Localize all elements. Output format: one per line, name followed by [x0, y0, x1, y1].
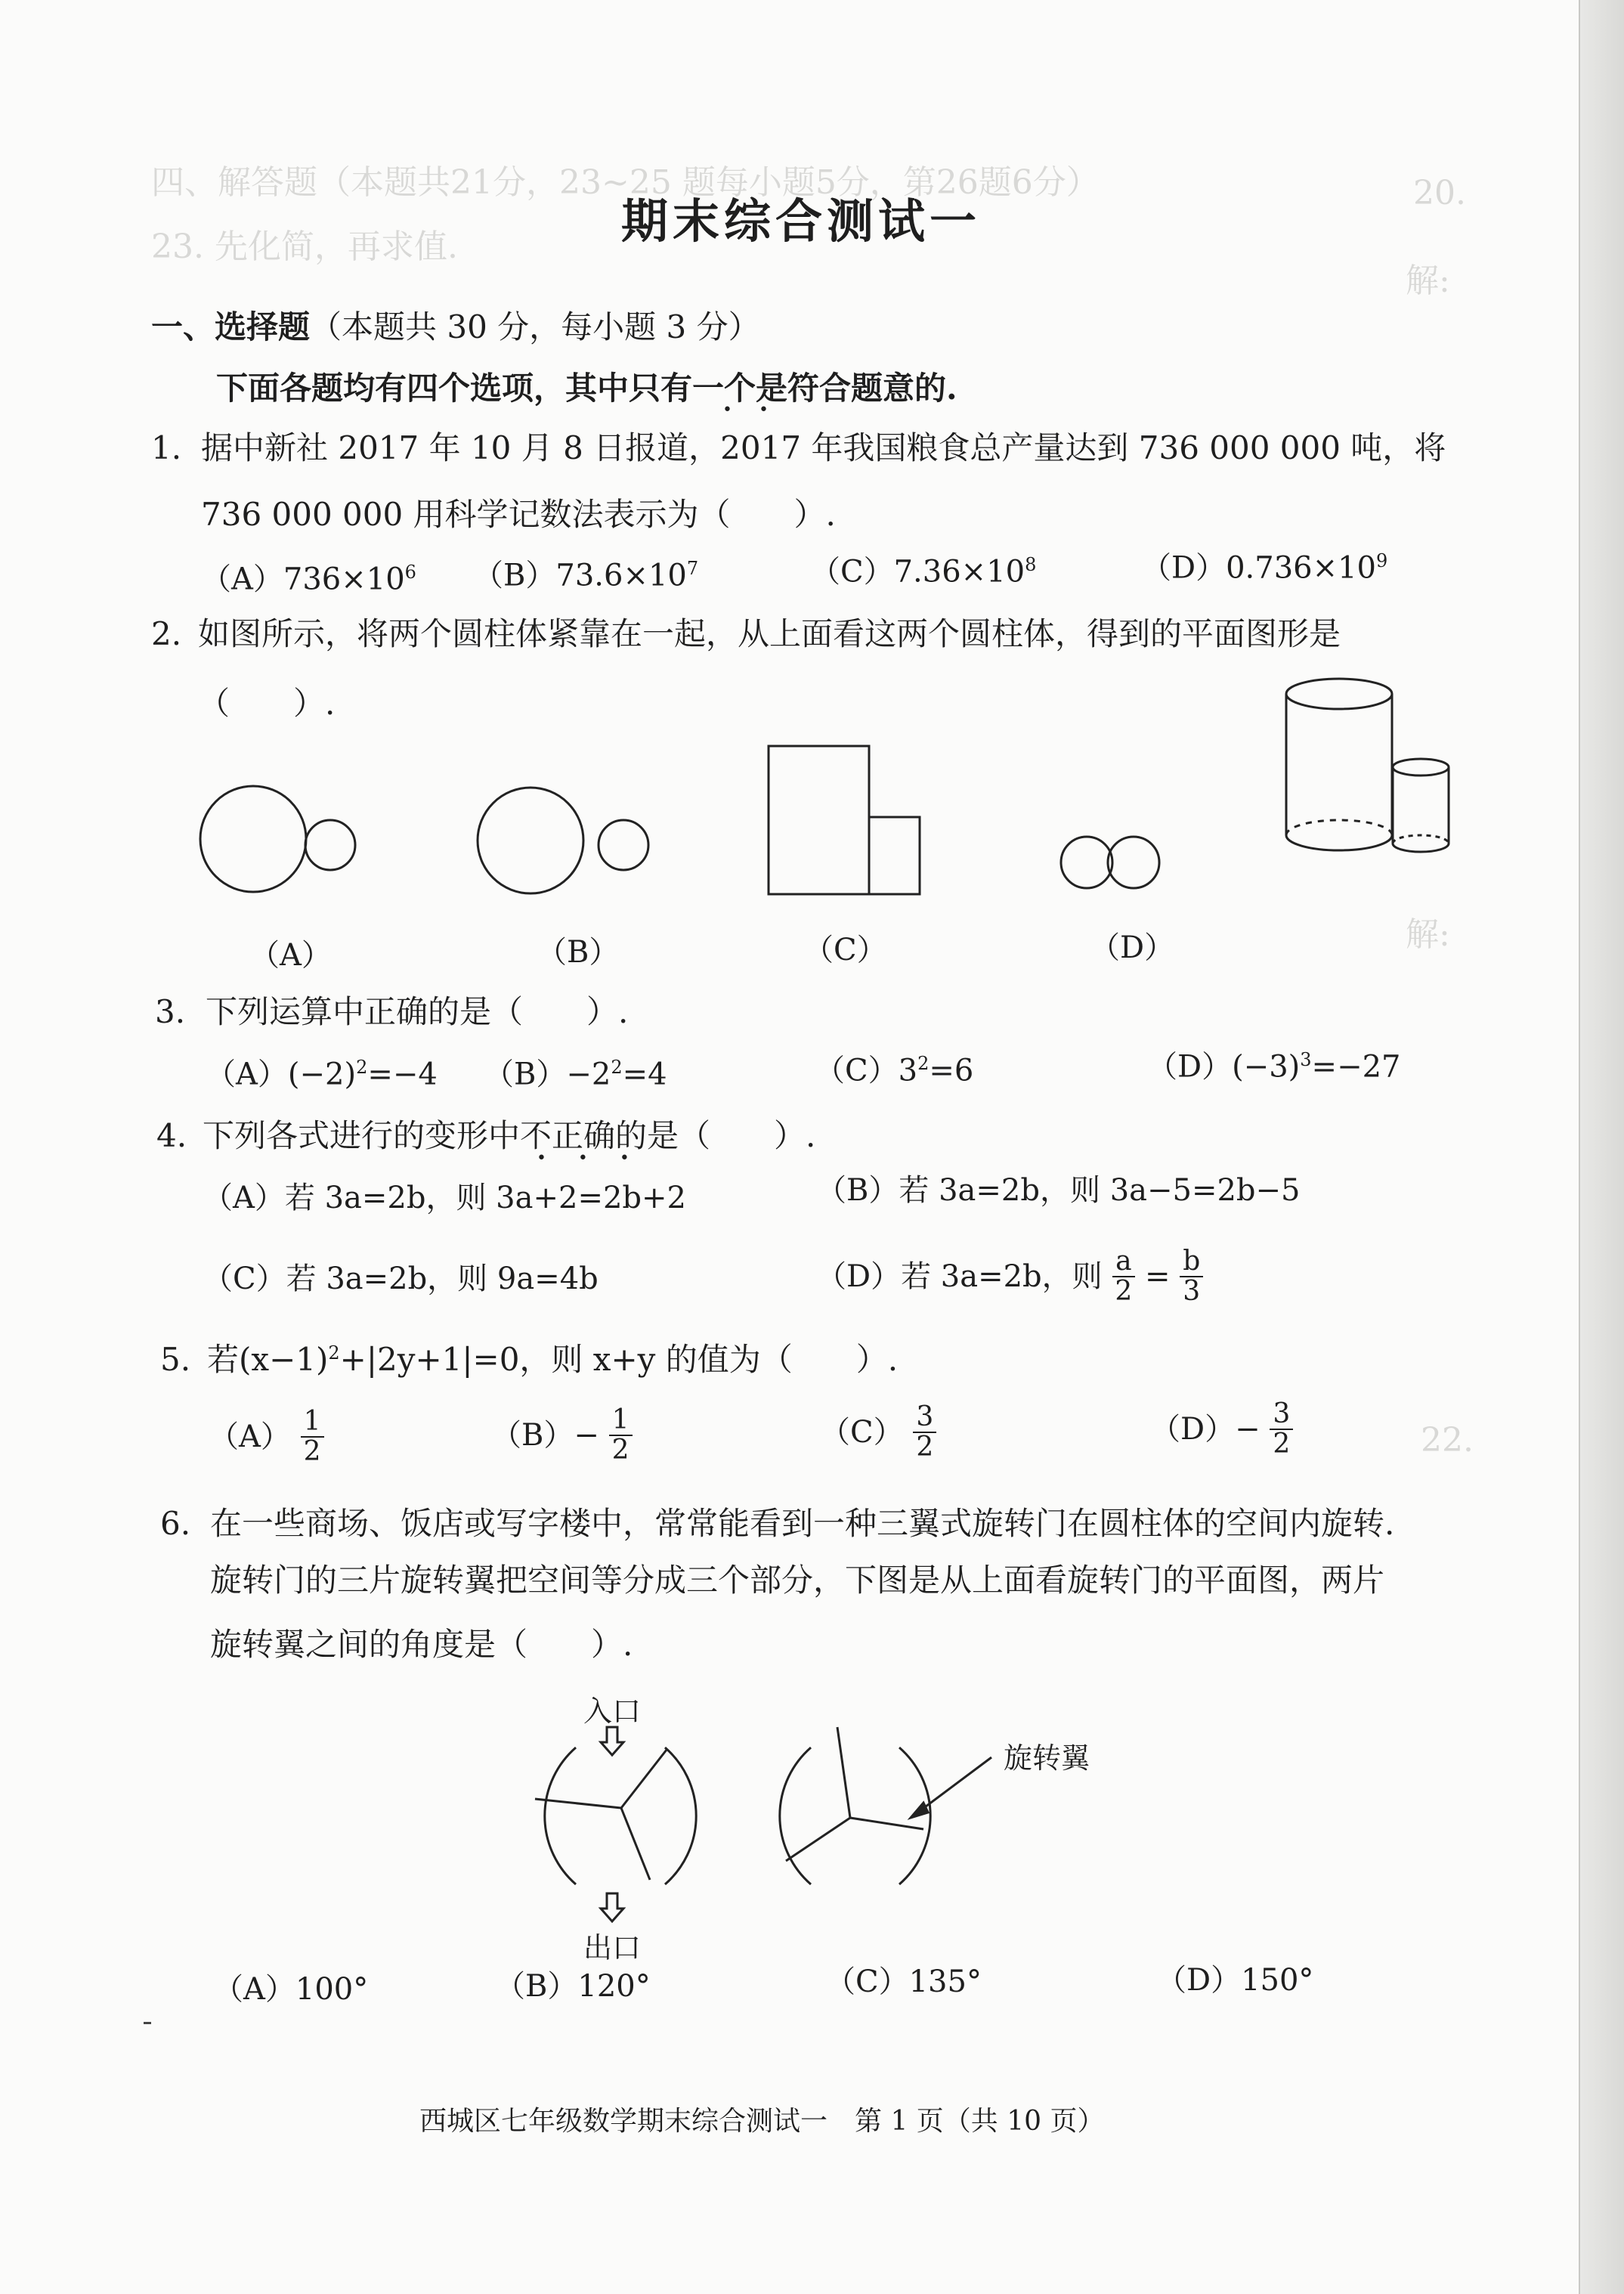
q4-option-d: （D）若 3a=2b，则 $\frac{a}{2}$ = $\frac{b}{3}$ [816, 1247, 1203, 1306]
q3-option-b: $(B)-2^2=4$ [484, 1057, 667, 1092]
q5-option-d: （D）− $\frac{3}{2}$ [1150, 1400, 1293, 1459]
door-right-arc-1 [780, 1748, 811, 1884]
q6-number: 6. [160, 1505, 191, 1542]
door-left-wing-3 [621, 1808, 650, 1880]
bleed-text-1: 四、解答题（本题共21分，23~25 题每小题5分，第26题6分） [151, 163, 1100, 202]
q5-option-a: （A） $\frac{1}{2}$ [209, 1407, 324, 1466]
q3-number: 3. [155, 993, 186, 1030]
wing-label: 旋转翼 [1004, 1741, 1090, 1775]
bleed-text-4: 解: [1406, 262, 1450, 300]
door-left-wing-1 [535, 1799, 621, 1808]
q2-label-b: （B） [537, 935, 620, 970]
instruction-part-b: 是符合题意的. [756, 370, 957, 407]
section-heading-note: （本题共 30 分，每小题 3 分） [310, 308, 760, 345]
door-right-wing-3 [850, 1818, 923, 1829]
q6-line2: 旋转门的三片旋转翼把空间等分成三个部分，下图是从上面看旋转门的平面图，两片 [210, 1562, 1385, 1599]
q5-option-c: （C） $\frac{3}{2}$ [820, 1403, 936, 1462]
q2-label-d: （D） [1090, 930, 1175, 965]
emphasis-dots-2: • • • [537, 1149, 629, 1168]
q4-option-b: （B）若 3a=2b，则 3a−5=2b−5 [816, 1173, 1301, 1208]
q2-label-c: （C） [803, 933, 887, 967]
q1-option-c: $(C)7.36\times 10^8$ [810, 554, 1037, 590]
exit-arrow-icon [601, 1893, 623, 1921]
q5-option-b: （B）− $\frac{1}{2}$ [491, 1406, 633, 1465]
q6-option-b: （B）120° [495, 1969, 651, 2004]
door-left-wing-2 [621, 1750, 667, 1808]
emphasis-dots-1: • • [722, 401, 769, 419]
q2-number: 2. [151, 615, 182, 652]
q1-number: 1. [151, 429, 182, 466]
bleed-text-3: 20. [1413, 174, 1466, 212]
q3-stem: 下列运算中正确的是（ ）. [206, 993, 629, 1030]
q6-option-d: （D）150° [1156, 1963, 1314, 1998]
q1-line1: 据中新社 2017 年 10 月 8 日报道，2017 年我国粮食总产量达到 736 000 000 吨，将 [201, 429, 1446, 466]
q4-number: 4. [156, 1117, 187, 1154]
q6-line1: 在一些商场、饭店或写字楼中，常常能看到一种三翼式旋转门在圆柱体的空间内旋转. [210, 1505, 1395, 1542]
section-heading-label: 一、选择题 [151, 308, 311, 345]
page-footer: 西城区七年级数学期末综合测试一 第 1 页（共 10 页） [419, 2106, 1105, 2137]
door-right-wing-2 [786, 1818, 850, 1861]
instruction-part-a: 下面各题均有四个选项，其中只有 [216, 370, 693, 407]
q4-option-a: （A）若 3a=2b，则 3a+2=2b+2 [203, 1181, 686, 1215]
q1-option-d: $(D)0.736\times 10^9$ [1141, 550, 1388, 586]
door-right-wing-1 [837, 1727, 850, 1818]
exit-label: 出口 [583, 1931, 642, 1964]
instruction-emph-text: 一个 [692, 370, 756, 407]
q4-stem: 下列各式进行的变形中不正确的是（ ）. [203, 1117, 816, 1154]
q1-option-b: $(B)73.6\times 10^7$ [473, 558, 699, 593]
q6-option-a: （A）100° [213, 1972, 369, 2007]
q3-option-d: $(D)(-3)^3=-27$ [1147, 1049, 1401, 1085]
door-left-arc-1 [545, 1748, 576, 1884]
q5-stem: 若$(x-1)^2+|2y+1|=0$，则 x+y 的值为（ ）. [207, 1341, 899, 1378]
door-left-arc-2 [665, 1748, 696, 1884]
q6-line3: 旋转翼之间的角度是（ ）. [210, 1626, 633, 1663]
q3-option-c: $(C)3^2=6$ [815, 1053, 974, 1088]
q2-line2: （ ）. [198, 685, 336, 722]
scan-mark [144, 2022, 151, 2024]
q1-line2: 736 000 000 用科学记数法表示为（ ）. [201, 496, 836, 533]
entrance-arrow-icon [601, 1727, 623, 1755]
q3-option-a: $(A)(-2)^2=-4$ [206, 1057, 438, 1092]
page-title: 期末综合测试一 [621, 193, 982, 249]
q6-option-c: （C）135° [825, 1964, 982, 1999]
q2-label-a: （A） [249, 938, 332, 973]
bleed-text-6: 解: [1406, 915, 1450, 954]
q4-option-c: （C）若 3a=2b，则 9a=4b [203, 1262, 599, 1296]
bleed-text-5: 22. [1421, 1421, 1474, 1460]
q2-line1: 如图所示，将两个圆柱体紧靠在一起，从上面看这两个圆柱体，得到的平面图形是 [198, 615, 1341, 652]
wing-pointer-arrowhead [911, 1803, 928, 1818]
q1-option-a: $(A)736\times 10^6$ [201, 562, 416, 597]
bleed-text-2: 23. 先化简，再求值. [151, 228, 458, 266]
q5-number: 5. [160, 1341, 191, 1378]
entrance-label: 入口 [583, 1695, 642, 1728]
